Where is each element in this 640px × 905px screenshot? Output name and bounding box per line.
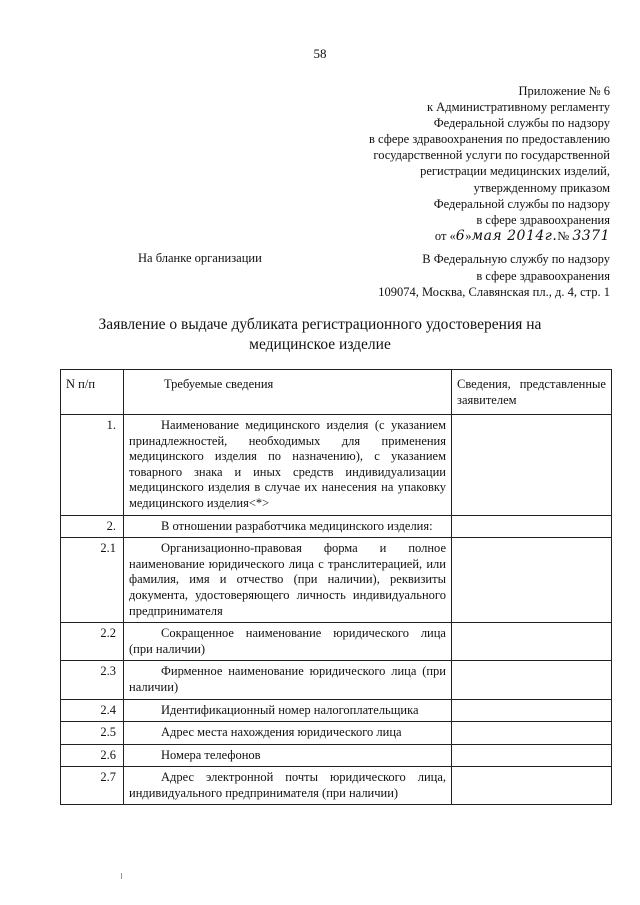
row-description	[124, 744, 452, 767]
addressee-line: В Федеральную службу по надзору	[422, 252, 610, 266]
row-description-text: Сокращенное наименование юридического лица (при наличии)	[129, 626, 446, 656]
table-row	[61, 767, 612, 805]
row-description	[124, 661, 452, 699]
row-description	[124, 415, 452, 516]
table-row	[61, 415, 612, 516]
appendix-line: к Административному регламенту	[426, 100, 610, 115]
row-number: 1.	[61, 415, 124, 516]
table-row	[61, 722, 612, 745]
row-number: 2.	[61, 515, 124, 538]
row-description	[124, 699, 452, 722]
table-row	[61, 699, 612, 722]
row-applicant-value	[452, 767, 612, 805]
scan-mark	[121, 873, 122, 879]
order-mid: »	[465, 228, 472, 243]
table-row	[61, 744, 612, 767]
row-applicant-value	[452, 623, 612, 661]
table-row	[61, 538, 612, 623]
appendix-line: в сфере здравоохранения	[476, 212, 610, 227]
appendix-line: утвержденному приказом	[473, 180, 610, 195]
appendix-line: Приложение № 6	[518, 84, 610, 98]
order-prefix: от «	[434, 228, 456, 243]
row-number: 2.2	[61, 623, 124, 661]
addressee-line: 109074, Москва, Славянская пл., д. 4, стр. 1	[378, 285, 610, 299]
table-row	[61, 623, 612, 661]
row-description-text: Наименование медицинского изделия (с указанием принадлежностей, необходимых для применения медицинского изделия по назначению), с указанием товарного знака и иных средств индивидуализации медицинского изделия в случае их нанесения на упаковку медицинского изделия<*>	[129, 418, 446, 510]
row-applicant-value	[452, 538, 612, 623]
row-applicant-value	[452, 661, 612, 699]
row-description	[124, 538, 452, 623]
row-applicant-value	[452, 722, 612, 745]
document-title: Заявление о выдаче дубликата регистрационного удостоверения на медицинское изделие	[98, 316, 542, 353]
order-day-handwritten: 6	[455, 227, 466, 244]
table-header-row	[61, 370, 612, 415]
row-description	[124, 722, 452, 745]
appendix-line: государственной услуги по государственной	[373, 148, 610, 163]
table-row	[61, 515, 612, 538]
order-number-handwritten: 3371	[572, 227, 610, 244]
row-number: 2.4	[61, 699, 124, 722]
row-description	[124, 767, 452, 805]
order-number-label: №	[557, 228, 570, 243]
row-description-text: Идентификационный номер налогоплательщика	[161, 702, 419, 717]
addressee-line: в сфере здравоохранения	[476, 268, 610, 283]
page-number: 58	[313, 46, 327, 61]
header-required-info: Требуемые сведения	[124, 370, 452, 415]
order-month-year-handwritten: мая 2014г.	[471, 227, 558, 244]
row-description-text: Организационно-правовая форма и полное наименование юридического лица с транслитерацией, или фамилия, имя и отчество (при наличии), реквизиты документа, удостоверяющего личность индивидуального предпринимателя	[129, 541, 446, 618]
row-applicant-value	[452, 515, 612, 538]
row-number: 2.5	[61, 722, 124, 745]
row-applicant-value	[452, 744, 612, 767]
row-applicant-value	[452, 699, 612, 722]
row-description-text: В отношении разработчика медицинского изделия:	[161, 518, 433, 533]
header-applicant-info: Сведения, представленные заявителем	[452, 370, 612, 415]
order-date-line	[310, 228, 610, 244]
header-number: N п/п	[61, 370, 124, 415]
appendix-line: в сфере здравоохранения по предоставлению	[369, 132, 610, 147]
table-row	[61, 661, 612, 699]
row-number: 2.3	[61, 661, 124, 699]
row-number: 2.7	[61, 767, 124, 805]
row-number: 2.1	[61, 538, 124, 623]
row-description	[124, 623, 452, 661]
appendix-line: Федеральной службы по надзору	[433, 196, 610, 211]
appendix-line: регистрации медицинских изделий,	[420, 164, 610, 179]
row-description	[124, 515, 452, 538]
requirements-table	[60, 369, 612, 805]
row-applicant-value	[452, 415, 612, 516]
row-description-text: Адрес места нахождения юридического лица	[161, 725, 402, 740]
appendix-line: Федеральной службы по надзору	[433, 116, 610, 131]
on-letterhead-note: На бланке организации	[138, 251, 262, 265]
row-description-text: Адрес электронной почты юридического лица, индивидуального предпринимателя (при наличии)	[129, 770, 446, 800]
addressee-block	[350, 251, 610, 301]
appendix-block	[310, 83, 610, 244]
row-description-text: Номера телефонов	[161, 747, 261, 762]
row-number: 2.6	[61, 744, 124, 767]
row-description-text: Фирменное наименование юридического лица (при наличии)	[129, 664, 446, 694]
